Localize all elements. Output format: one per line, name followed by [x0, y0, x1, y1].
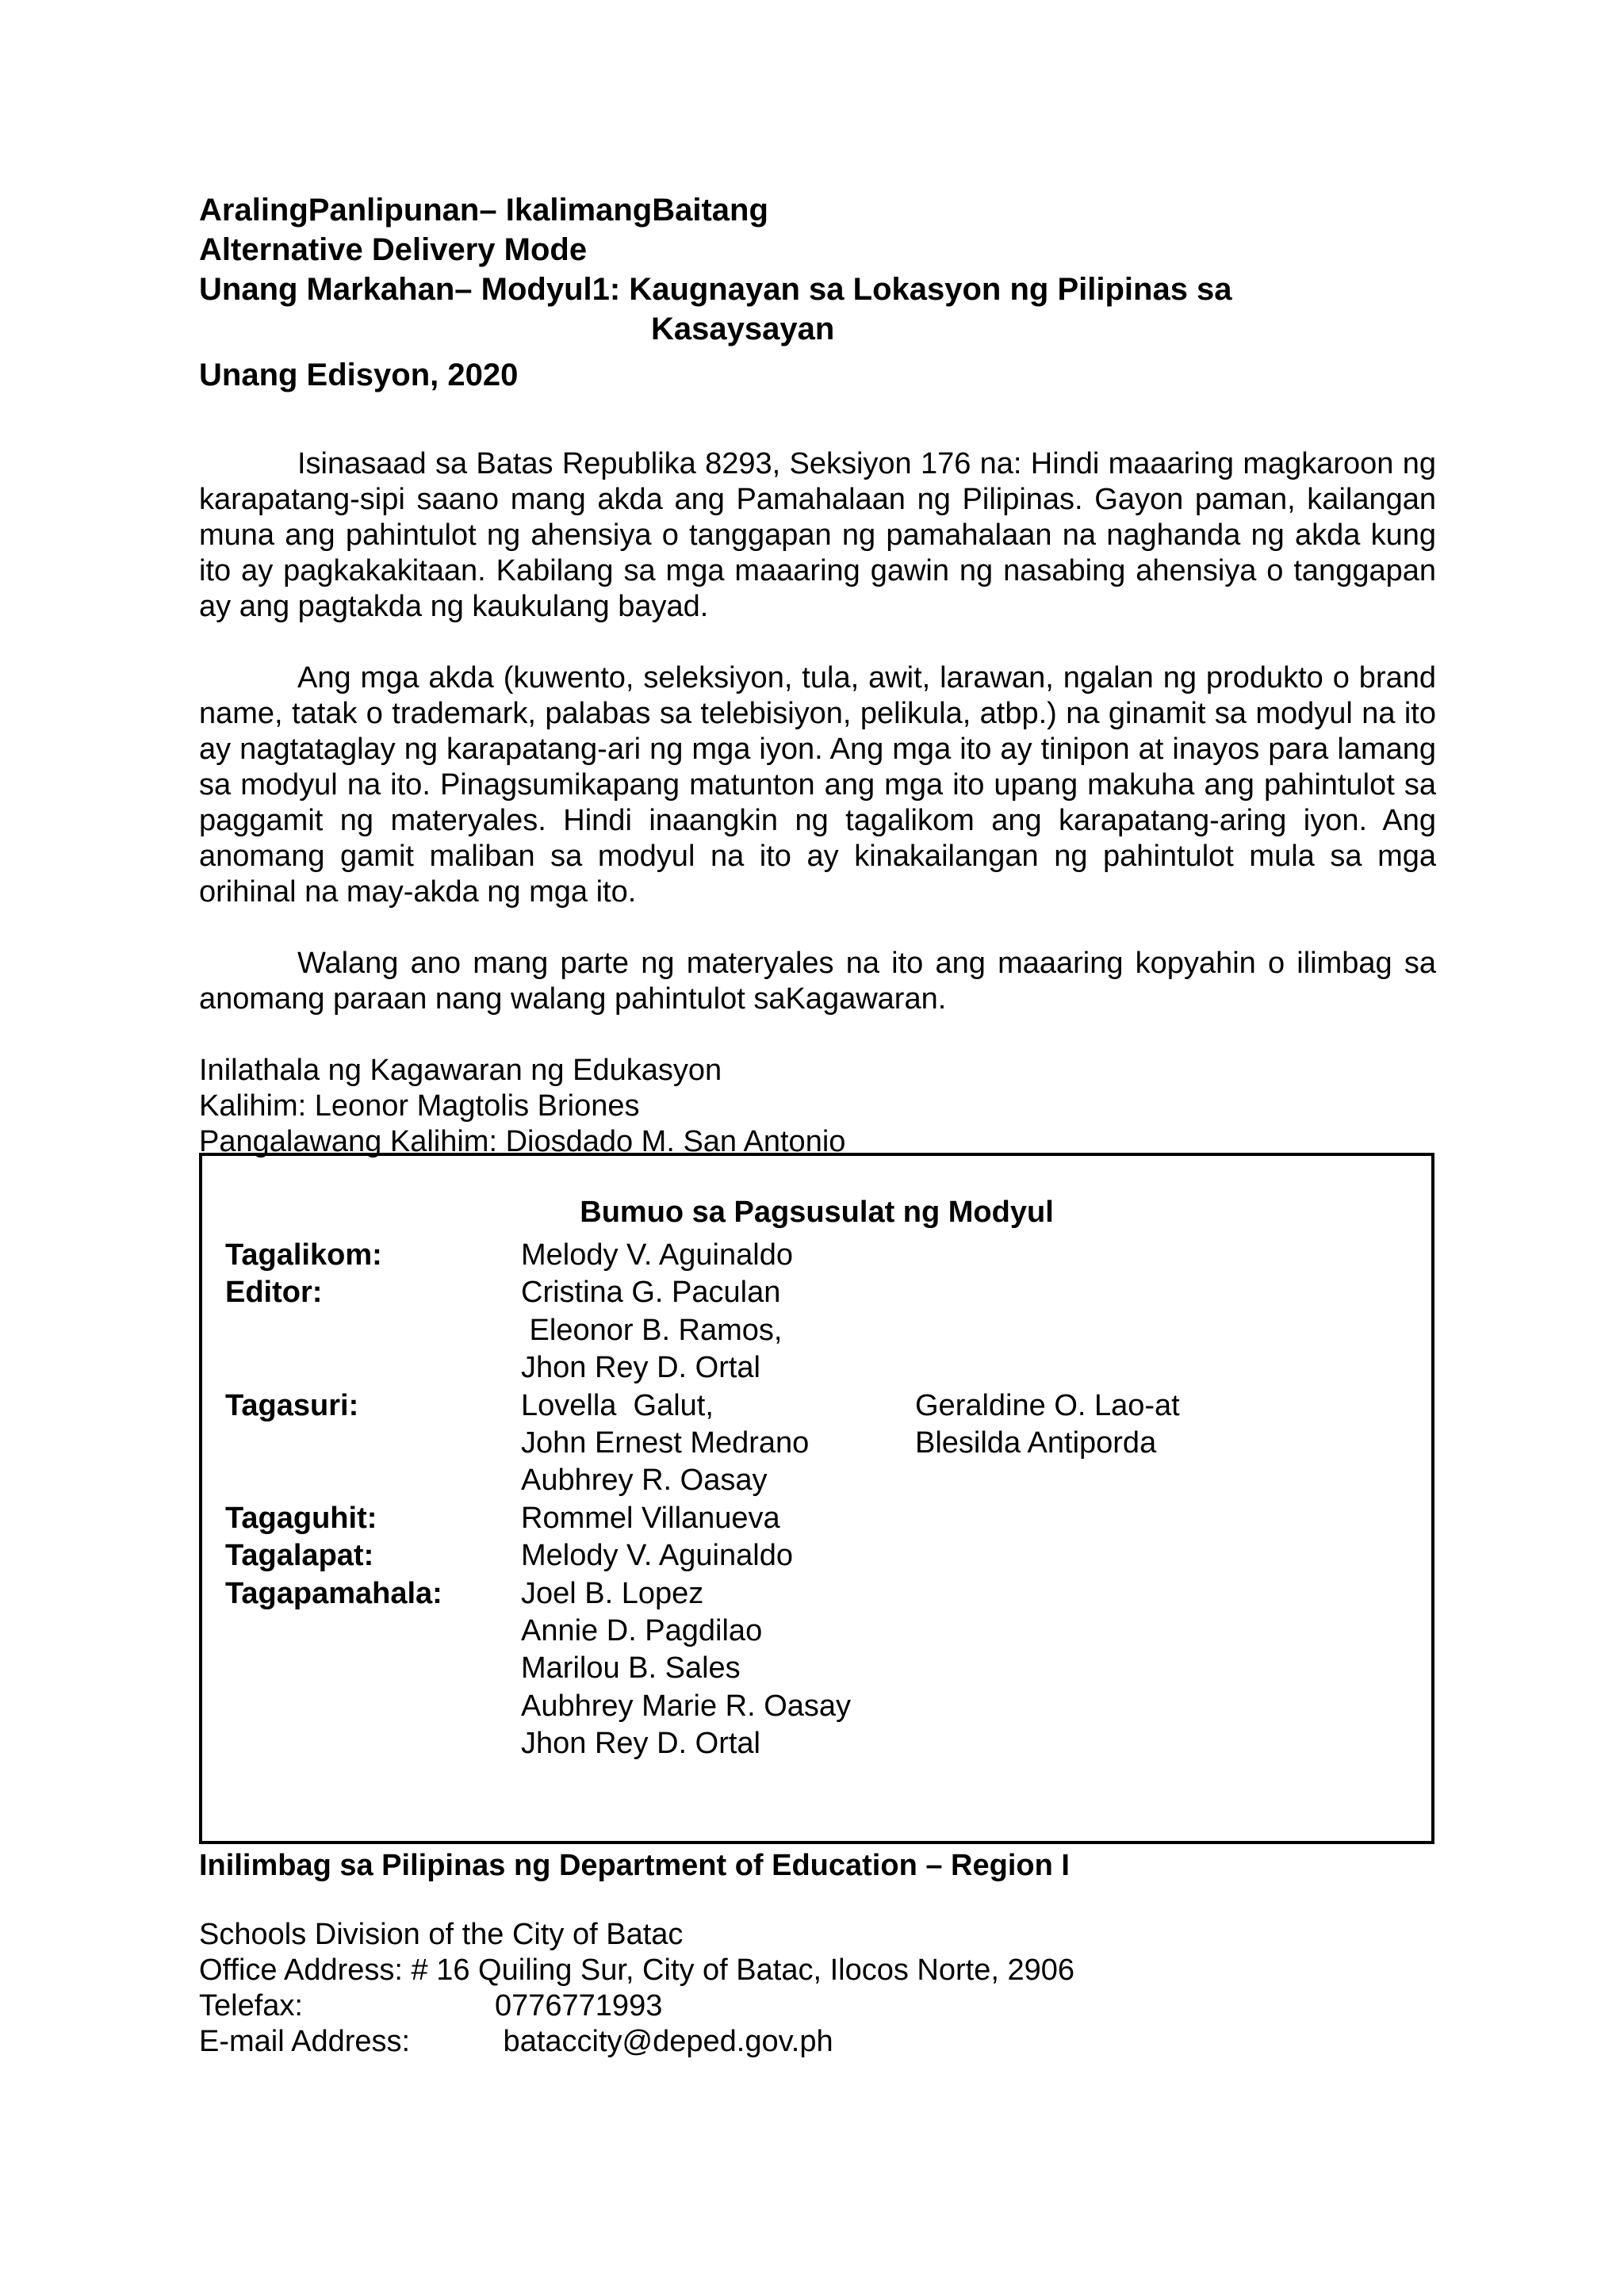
credits-row	[225, 1688, 1415, 1725]
undersecretary-line: Pangalawang Kalihim: Diosdado M. San Antonio	[199, 1125, 846, 1158]
credit-role: Editor:	[225, 1276, 323, 1310]
credit-role	[225, 1349, 521, 1387]
email-label: E-mail Address:	[199, 2025, 411, 2058]
credits-row	[225, 1349, 1415, 1387]
credit-role: Tagalikom:	[225, 1238, 382, 1272]
credit-name: Lovella Galut,	[521, 1388, 714, 1422]
document-body	[199, 190, 1436, 1160]
credit-role	[225, 1462, 521, 1499]
credits-row	[225, 1500, 1415, 1537]
credits-row	[225, 1387, 1415, 1425]
credit-name: Marilou B. Sales	[521, 1651, 741, 1686]
printed-by-line: Inilimbag sa Pilipinas ng Department of Education – Region I	[199, 1849, 1070, 1882]
credit-role	[225, 1613, 521, 1650]
credit-name: Annie D. Pagdilao	[521, 1613, 763, 1647]
credit-role	[225, 1650, 521, 1687]
credit-role: Tagaguhit:	[225, 1501, 377, 1535]
reproduction-paragraph: Walang ano mang parte ng materyales na ito ang maaaring kopyahin o ilimbag sa anomang paraan nang walang pahintulot saKagawaran.	[199, 947, 1436, 1016]
credits-row	[225, 1575, 1415, 1613]
credits-row	[225, 1425, 1415, 1462]
credit-role	[225, 1688, 521, 1725]
credits-row	[225, 1312, 1415, 1349]
edition-heading: Unang Edisyon, 2020	[199, 358, 519, 392]
telefax-label: Telefax:	[199, 1989, 303, 2022]
delivery-mode-heading: Alternative Delivery Mode	[199, 232, 588, 267]
credits-row	[225, 1613, 1415, 1650]
credit-name: Aubhrey R. Oasay	[521, 1464, 768, 1498]
secretary-line: Kalihim: Leonor Magtolis Briones	[199, 1089, 640, 1123]
credits-row	[225, 1537, 1415, 1575]
credit-name-secondary: Blesilda Antiporda	[915, 1425, 1157, 1460]
publisher-block	[199, 1053, 1436, 1160]
credit-role	[225, 1425, 521, 1462]
credit-role	[225, 1725, 521, 1762]
office-address: Office Address: # 16 Quiling Sur, City of Batac, Ilocos Norte, 2906	[199, 1954, 1074, 1987]
credits-title: Bumuo sa Pagsusulat ng Modyul	[580, 1196, 1054, 1229]
credit-name: Melody V. Aguinaldo	[521, 1539, 793, 1573]
credit-role	[225, 1312, 521, 1349]
credit-name: Rommel Villanueva	[521, 1501, 780, 1535]
credit-role: Tagalapat:	[225, 1539, 374, 1573]
credit-role: Tagasuri:	[225, 1388, 359, 1422]
credit-name: John Ernest Medrano	[521, 1425, 810, 1460]
credits-row	[225, 1725, 1415, 1762]
credits-list	[225, 1237, 1415, 1762]
credit-role: Tagapamahala:	[225, 1576, 442, 1610]
publisher-line: Inilathala ng Kagawaran ng Edukasyon	[199, 1054, 722, 1087]
credits-box	[199, 1153, 1434, 1844]
address-line	[199, 1953, 1074, 1988]
module-title-continuation: Kasaysayan	[651, 312, 835, 346]
credits-row	[225, 1462, 1415, 1499]
credit-name-secondary: Geraldine O. Lao-at	[915, 1388, 1180, 1422]
credit-name: Aubhrey Marie R. Oasay	[521, 1689, 852, 1723]
division-name: Schools Division of the City of Batac	[199, 1918, 684, 1951]
credit-name: Jhon Rey D. Ortal	[521, 1727, 760, 1761]
contact-block	[199, 1917, 1074, 2060]
module-title-heading: Unang Markahan– Modyul1: Kaugnayan sa Lokasyon ng Pilipinas sa	[199, 272, 1232, 307]
subject-grade-heading: AralingPanlipunan– IkalimangBaitang	[199, 193, 768, 228]
division-line	[199, 1917, 1074, 1953]
credit-name: Cristina G. Paculan	[521, 1276, 781, 1310]
telefax-line	[199, 1988, 1074, 2024]
credit-name: Joel B. Lopez	[521, 1576, 704, 1610]
email-address: bataccity@deped.gov.ph	[495, 2025, 833, 2058]
telefax-value: 0776771993	[495, 1989, 663, 2022]
credits-row	[225, 1274, 1415, 1311]
credit-name: Jhon Rey D. Ortal	[521, 1351, 760, 1385]
credits-row	[225, 1237, 1415, 1274]
email-line	[199, 2024, 1074, 2060]
credit-name: Eleonor B. Ramos,	[521, 1313, 783, 1347]
credits-row	[225, 1650, 1415, 1687]
works-used-paragraph: Ang mga akda (kuwento, seleksiyon, tula, awit, larawan, ngalan ng produkto o brand name, tatak o trademark, palabas sa telebisiyon, pelikula, atbp.) na ginamit sa modyul na ito ay nagtataglay ng karapatang-ari ng mga iyon. Ang mga ito ay tinipon at inayos para lamang sa modyul na ito. Pinagsumikapang matunton ang mga ito upang makuha ang pahintulot sa paggamit ng materyales. Hindi inaangkin ng tagalikom ang karapatang-aring iyon. Ang anomang gamit maliban sa modyul na ito ay kinakailangan ng pahintulot mula sa mga orihinal na may-akda ng mga ito.	[199, 661, 1436, 909]
copyright-paragraph: Isinasaad sa Batas Republika 8293, Seksiyon 176 na: Hindi maaaring magkaroon ng karapatang-sipi saano mang akda ang Pamahalaan ng Pilipinas. Gayon paman, kailangan muna ang pahintulot ng ahensiya o tanggapan ng pamahalaan na naghanda ng akda kung ito ay pagkakakitaan. Kabilang sa mga maaaring gawin ng nasabing ahensiya o tanggapan ay ang pagtakda ng kaukulang bayad.	[199, 447, 1436, 623]
credit-name: Melody V. Aguinaldo	[521, 1238, 793, 1272]
